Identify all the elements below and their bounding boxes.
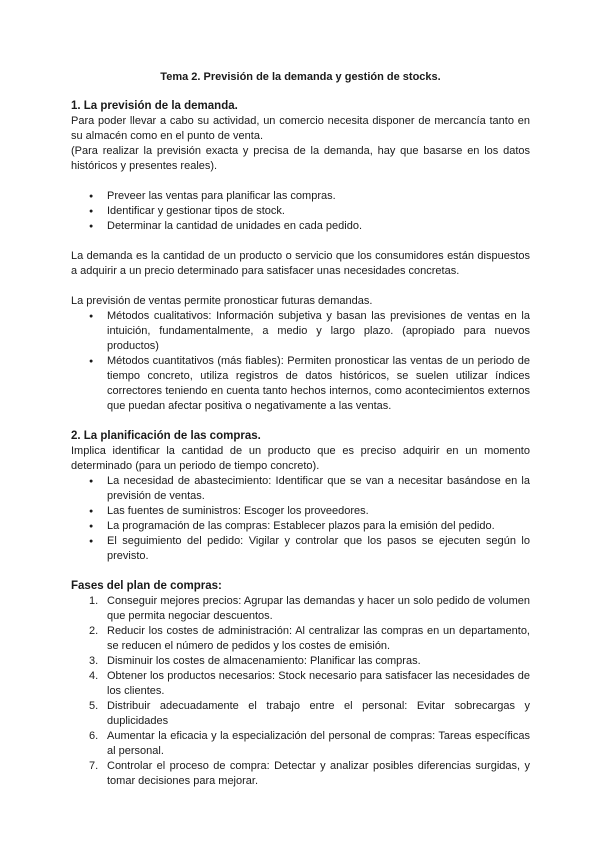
item-text: Conseguir mejores precios: Agrupar las demandas y hacer un solo pedido de volumen que permita negociar descuentos.	[107, 595, 530, 622]
list-item	[71, 729, 530, 759]
list-item: ● Métodos cualitativos: Información subjetiva y basan las previsiones de ventas en la intuición, fundamentalmente, a medio y largo plazo. (apropiado para nuevos productos)	[71, 309, 530, 354]
item-number: 5.	[89, 700, 99, 712]
forecast-methods-list	[71, 309, 530, 414]
purchase-phases-list	[71, 594, 530, 789]
item-number: 6.	[89, 730, 99, 742]
section-2-heading: 2. La planificación de las compras.	[71, 430, 261, 442]
item-text: Aumentar la eficacia y la especialización del personal de compras: Tareas específicas al personal.	[107, 730, 530, 757]
list-item: ● El seguimiento del pedido: Vigilar y controlar que los pasos se ejecuten según lo previsto.	[71, 534, 530, 564]
list-item: ● Métodos cuantitativos (más fiables): Permiten pronosticar las ventas de un periodo de tiempo concreto, utiliza registros de datos históricos, se suelen utilizar índices correctores teniendo en cuenta tanto hechos internos, como acontecimientos externos que puedan afectar positiva o negativamente a las ventas.	[71, 354, 530, 414]
list-item	[71, 699, 530, 729]
list-item: ● Determinar la cantidad de unidades en cada pedido.	[71, 219, 530, 234]
list-item	[71, 759, 530, 789]
item-text: Obtener los productos necesarios: Stock necesario para satisfacer las necesidades de los clientes.	[107, 670, 530, 697]
list-item: ● Identificar y gestionar tipos de stock.	[71, 204, 530, 219]
list-item	[71, 654, 530, 669]
section-1-heading: 1. La previsión de la demanda.	[71, 100, 238, 112]
sales-forecast-paragraph: La previsión de ventas permite pronosticar futuras demandas.	[71, 295, 373, 307]
item-text: Disminuir los costes de almacenamiento: Planificar las compras.	[107, 655, 421, 667]
item-text: Controlar el proceso de compra: Detectar y analizar posibles diferencias surgidas, y tomar decisiones para mejorar.	[107, 760, 530, 787]
list-item: ● La programación de las compras: Establecer plazos para la emisión del pedido.	[71, 519, 530, 534]
section-2-bullet-list	[71, 474, 530, 564]
list-item: ● La necesidad de abastecimiento: Identificar que se van a necesitar basándose en la previsión de ventas.	[71, 474, 530, 504]
list-item	[71, 669, 530, 699]
section-1-paragraph-2: (Para realizar la previsión exacta y precisa de la demanda, hay que basarse en los datos históricos y presentes reales).	[71, 145, 530, 172]
item-number: 4.	[89, 670, 99, 682]
list-item	[71, 624, 530, 654]
item-number: 7.	[89, 760, 99, 772]
demand-definition-paragraph: La demanda es la cantidad de un producto o servicio que los consumidores están dispuestos a adquirir a un precio determinado para satisfacer unas necesidades concretas.	[71, 250, 530, 277]
item-number: 2.	[89, 625, 99, 637]
item-number: 3.	[89, 655, 99, 667]
section-1-paragraph-1: Para poder llevar a cabo su actividad, un comercio necesita disponer de mercancía tanto en su almacén como en el punto de venta.	[71, 115, 530, 142]
section-3-heading: Fases del plan de compras:	[71, 580, 222, 592]
section-1-bullet-list	[71, 189, 530, 234]
list-item: ● Las fuentes de suministros: Escoger los proveedores.	[71, 504, 530, 519]
document-title: Tema 2. Previsión de la demanda y gestión de stocks.	[160, 71, 441, 83]
list-item: ● Preveer las ventas para planificar las compras.	[71, 189, 530, 204]
list-item	[71, 594, 530, 624]
item-number: 1.	[89, 595, 99, 607]
item-text: Distribuir adecuadamente el trabajo entre el personal: Evitar sobrecargas y duplicidades	[107, 700, 530, 727]
section-2-paragraph: Implica identificar la cantidad de un producto que es preciso adquirir en un momento determinado (para un periodo de tiempo concreto).	[71, 445, 530, 472]
item-text: Reducir los costes de administración: Al centralizar las compras en un departamento, se reducen el número de pedidos y los costes de emisión.	[107, 625, 530, 652]
